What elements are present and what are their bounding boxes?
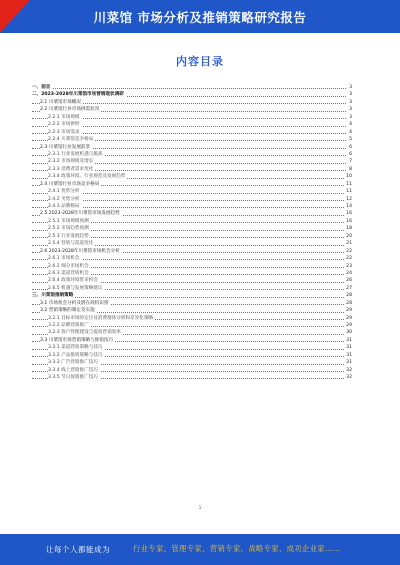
toc-entry-page: 12: [346, 196, 352, 202]
toc-entry-page: 23: [346, 263, 352, 269]
toc-entry-label: 2.5.1 市场规模预测: [48, 218, 89, 224]
toc-entry-page: 31: [346, 360, 352, 366]
toc-entry[interactable]: [32, 203, 352, 210]
toc-entry[interactable]: [32, 367, 352, 374]
toc-entry[interactable]: [32, 307, 352, 314]
toc-entry[interactable]: [32, 144, 352, 151]
toc-entry-label: 2.4.3 品牌格局: [48, 204, 80, 209]
toc-entry-page: 8: [349, 166, 352, 172]
toc-entry-page: 29: [346, 323, 352, 328]
toc-entry-label: 3.1 市场机会分析及潜在商机识别: [40, 300, 109, 306]
footer-bar: [0, 534, 400, 565]
toc-entry[interactable]: [32, 188, 352, 195]
toc-entry-label: 2.2.2 市场供给: [48, 122, 80, 128]
toc-entry-page: 27: [346, 285, 352, 291]
toc-entry-label: 2.2.1 市场规模: [48, 114, 80, 120]
toc-entry[interactable]: [32, 285, 352, 292]
toc-entry-label: 3.2.3 客户管理建设与提高营销效率: [48, 330, 121, 336]
toc-entry[interactable]: [32, 210, 352, 217]
toc-entry-label: 2.4 川菜馆行业市场竞争格局: [40, 181, 100, 187]
toc-entry[interactable]: [32, 337, 352, 344]
toc-entry-page: 3: [349, 114, 352, 120]
toc-entry[interactable]: [32, 151, 352, 158]
toc-entry-page: 14: [346, 204, 352, 209]
toc-entry-page: 7: [349, 159, 352, 165]
toc-entry-label: 2.5.3 行业发展趋势: [48, 233, 89, 239]
footer-slogan: 让每个人都能成为: [46, 545, 110, 554]
toc-entry[interactable]: [32, 329, 352, 336]
toc-entry-page: 3: [349, 85, 352, 90]
toc-entry-page: 11: [346, 189, 352, 195]
toc-entry-label: 2.3.3 消费者需求变化: [48, 166, 94, 172]
toc-entry-label: 3.2.1 目标市场的定位及消费群体分析和差异化策略: [48, 315, 154, 321]
toc-entry-page: 26: [346, 278, 352, 284]
toc-entry[interactable]: [32, 248, 352, 255]
toc-entry[interactable]: [32, 129, 352, 136]
toc-entry[interactable]: [32, 91, 352, 98]
toc-entry-label: 2.6 2023-2028年川菜馆市场机会分析: [40, 248, 120, 254]
toc-entry-page: 11: [346, 181, 352, 187]
toc-entry[interactable]: [32, 352, 352, 359]
toc-entry-page: 22: [346, 256, 352, 262]
toc-entry-page: 29: [346, 315, 352, 321]
toc-entry-page: 3: [349, 92, 352, 98]
toc-entry-label: 三、川菜馆推销策略: [32, 293, 74, 299]
toc-entry-page: 32: [346, 375, 352, 381]
toc-entry-page: 4: [349, 129, 352, 135]
toc-entry[interactable]: [32, 277, 352, 284]
toc-entry-label: 2.3 川菜馆行业发展前景: [40, 144, 91, 150]
toc-entry-label: 二、2023-2028年川菜馆市场营销现状调研: [32, 92, 124, 98]
toc-entry-page: 32: [346, 367, 352, 373]
toc-heading: 内容目录: [176, 55, 224, 68]
toc-entry-label: 2.5.4 营销与渠道变化: [48, 241, 94, 247]
toc-entry[interactable]: [32, 218, 352, 225]
toc-entry-label: 2.4.2 劣势分析: [48, 196, 80, 202]
toc-entry[interactable]: [32, 344, 352, 351]
page-number: 1: [198, 506, 202, 511]
toc-entry[interactable]: [32, 84, 352, 91]
toc-entry[interactable]: [32, 315, 352, 322]
toc-entry-label: 2.2 川菜馆行业市场供需状况: [40, 107, 100, 113]
toc-entry-page: 31: [346, 345, 352, 351]
toc-entry-label: 2.3.4 政策环境、行业规范及发展趋势: [48, 174, 126, 180]
toc-entry-label: 2.4.1 优势分析: [48, 189, 80, 195]
toc-entry[interactable]: [32, 166, 352, 173]
toc-entry-page: 3: [349, 99, 352, 105]
toc-entry-page: 6: [349, 151, 352, 157]
toc-entry[interactable]: [32, 99, 352, 106]
toc-entry[interactable]: [32, 158, 352, 165]
toc-entry-label: 2.6.5 机遇与发展策略建议: [48, 285, 103, 291]
toc-entry-label: 2.6.3 渠道营销机会: [48, 270, 89, 276]
toc-entry-label: 3.3.1 渠道营销策略与技巧: [48, 345, 103, 351]
toc-entry-label: 2.5.2 市场趋势预测: [48, 226, 89, 232]
toc-entry-page: 28: [346, 293, 352, 299]
toc-entry-page: 6: [349, 144, 352, 150]
toc-entry-label: 3.2 营销策略的制定及实施: [40, 308, 95, 314]
toc-leader-dots: [32, 88, 346, 89]
toc-entry-page: 4: [349, 122, 352, 128]
toc-entry[interactable]: [32, 263, 352, 270]
toc-entry-page: 10: [346, 174, 352, 180]
footer-tagline: 行业专家，管理专家，营销专家，战略专家，成功企业家……: [133, 544, 341, 553]
toc-entry-page: 31: [346, 337, 352, 343]
toc-entry-label: 2.6.1 市场机会: [48, 256, 80, 262]
toc-entry[interactable]: [32, 233, 352, 240]
report-title: 川菜馆 市场分析及推销策略研究报告: [93, 10, 307, 25]
toc-entry-page: 22: [346, 248, 352, 254]
toc-entry[interactable]: [32, 270, 352, 277]
toc-entry-label: 3.3.4 线上营销推广技巧: [48, 367, 98, 373]
toc-entry-label: 2.6.2 细分市场机会: [48, 263, 89, 269]
toc-entry-label: 2.2.3 市场需求: [48, 129, 80, 135]
toc-leader-dots: [32, 297, 346, 298]
toc-entry-label: 3.3.2 产品推销策略与技巧: [48, 352, 103, 358]
toc-entry-page: 30: [346, 330, 352, 336]
toc-entry-page: 16: [346, 218, 352, 224]
toc-entry-label: 一、前言: [32, 85, 51, 90]
toc-entry-page: 5: [349, 137, 352, 143]
toc-entry-label: 3.3.3 广告营销推广技巧: [48, 360, 98, 366]
toc-entry[interactable]: [32, 359, 352, 366]
toc-entry[interactable]: [32, 292, 352, 299]
toc-entry-label: 3.3.5 节日促销推广技巧: [48, 375, 98, 381]
toc-entry[interactable]: [32, 181, 352, 188]
toc-entry[interactable]: [32, 255, 352, 262]
toc-entry[interactable]: [32, 225, 352, 232]
toc-entry-page: 29: [346, 308, 352, 314]
toc-entry-page: 18: [346, 226, 352, 232]
toc-entry[interactable]: [32, 322, 352, 329]
toc-entry-page: 16: [346, 211, 352, 217]
table-of-contents: [32, 84, 352, 382]
toc-entry[interactable]: [32, 114, 352, 121]
toc-entry-label: 3.3 川菜馆市场营销策略与推销技巧: [40, 337, 114, 343]
toc-entry[interactable]: [32, 300, 352, 307]
toc-entry-page: 31: [346, 352, 352, 358]
toc-entry-label: 2.3.1 行业发展机遇与挑战: [48, 151, 103, 157]
toc-entry-label: 3.2.2 品牌营销推广: [48, 323, 89, 328]
toc-entry-label: 2.3.2 市场规模及增长: [48, 159, 94, 165]
toc-entry[interactable]: [32, 374, 352, 381]
toc-entry[interactable]: [32, 106, 352, 113]
toc-entry-page: 21: [346, 241, 352, 247]
toc-entry[interactable]: [32, 173, 352, 180]
report-header-bar: [0, 0, 400, 33]
toc-entry-label: 2.5 2023-2028年川菜馆市场发展趋势: [40, 211, 120, 217]
toc-entry[interactable]: [32, 240, 352, 247]
toc-entry[interactable]: [32, 136, 352, 143]
toc-entry-page: 24: [346, 270, 352, 276]
toc-entry-label: 2.1 川菜馆市场概况: [40, 99, 81, 105]
toc-entry-page: 3: [349, 107, 352, 113]
toc-entry[interactable]: [32, 121, 352, 128]
toc-entry-label: 2.6.4 政策环境带来机会: [48, 278, 98, 284]
toc-entry-label: 2.2.4 川菜馆竞争格局: [48, 137, 94, 143]
toc-entry-page: 28: [346, 300, 352, 306]
toc-entry[interactable]: [32, 196, 352, 203]
toc-entry-page: 20: [346, 233, 352, 239]
